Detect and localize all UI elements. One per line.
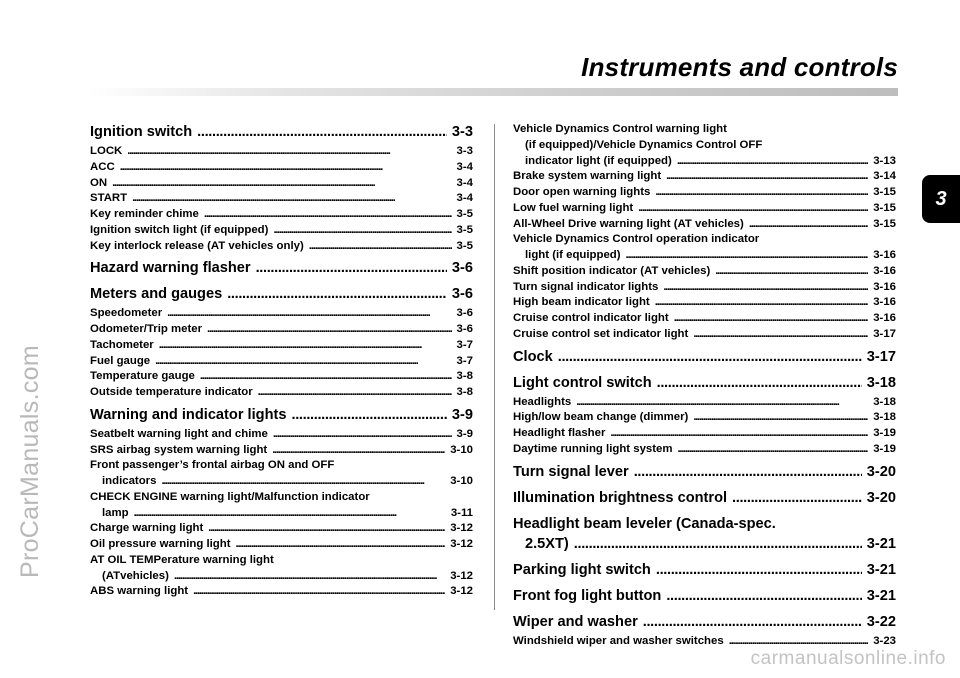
side-watermark: ProCarManuals.com — [16, 345, 44, 578]
toc-item[interactable]: START . . . 3-4 — [90, 191, 473, 207]
toc-item[interactable]: lamp . . . 3-11 — [90, 506, 473, 522]
toc-item-line[interactable]: (if equipped)/Vehicle Dynamics Control OFF — [525, 138, 763, 151]
toc-item[interactable]: Key interlock release (AT vehicles only) . . . 3-5 — [90, 239, 473, 255]
toc-item[interactable]: (ATvehicles) . . . 3-12 — [90, 569, 473, 585]
toc-section-meters[interactable]: Meters and gauges . . . 3-6 — [90, 284, 473, 304]
toc-item[interactable]: Tachometer . . . 3-7 — [90, 338, 473, 354]
toc-section-wiper[interactable]: Wiper and washer . . . 3-22 — [513, 612, 896, 632]
toc-item[interactable]: ACC . . . 3-4 — [90, 160, 473, 176]
chapter-title: Instruments and controls — [581, 52, 898, 82]
toc-section-ignition[interactable]: Ignition switch . . . 3-3 — [90, 122, 473, 142]
toc-item[interactable]: Shift position indicator (AT vehicles) . . . 3-16 — [513, 264, 896, 280]
toc-item[interactable]: Oil pressure warning light . . . 3-12 — [90, 537, 473, 553]
toc-item[interactable]: Low fuel warning light . . . 3-15 — [513, 201, 896, 217]
toc-item[interactable]: Charge warning light . . . 3-12 — [90, 521, 473, 537]
toc-section-leveler[interactable]: 2.5XT) . . . 3-21 — [513, 534, 896, 554]
toc-section-clock[interactable]: Clock . . . 3-17 — [513, 347, 896, 367]
toc-item[interactable]: Speedometer . . . 3-6 — [90, 306, 473, 322]
toc-item[interactable]: light (if equipped) . . . 3-16 — [513, 248, 896, 264]
column-divider — [494, 124, 495, 610]
toc-item[interactable]: Brake system warning light . . . 3-14 — [513, 169, 896, 185]
toc-item[interactable]: ABS warning light . . . 3-12 — [90, 584, 473, 600]
toc-right-column — [513, 122, 896, 649]
toc-item[interactable]: Door open warning lights . . . 3-15 — [513, 185, 896, 201]
toc-item[interactable]: Headlight flasher . . . 3-19 — [513, 426, 896, 442]
toc-section-leveler-line[interactable]: Headlight beam leveler (Canada-spec. — [513, 515, 776, 532]
chapter-tab[interactable] — [922, 175, 960, 223]
toc-item[interactable]: Headlights . . . 3-18 — [513, 395, 896, 411]
toc-section-light-control[interactable]: Light control switch . . . 3-18 — [513, 373, 896, 393]
footer-watermark: carmanualsonline.info — [750, 648, 946, 669]
toc-item-line[interactable]: Vehicle Dynamics Control operation indicator — [513, 233, 760, 246]
toc-item[interactable]: LOCK . . . 3-3 — [90, 144, 473, 160]
toc-item-line[interactable]: CHECK ENGINE warning light/Malfunction indicator — [90, 490, 370, 503]
header-rule — [88, 88, 898, 96]
toc-section-fog[interactable]: Front fog light button . . . 3-21 — [513, 586, 896, 606]
toc-item-line[interactable]: Front passenger’s frontal airbag ON and OFF — [90, 459, 335, 472]
toc-left-column — [90, 122, 473, 600]
toc-item[interactable]: Daytime running light system . . . 3-19 — [513, 442, 896, 458]
toc-item[interactable]: Cruise control set indicator light . . . 3-17 — [513, 327, 896, 343]
toc-item[interactable]: High/low beam change (dimmer) . . . 3-18 — [513, 410, 896, 426]
toc-item[interactable]: SRS airbag system warning light . . . 3-10 — [90, 443, 473, 459]
toc-item-line[interactable]: AT OIL TEMPerature warning light — [90, 553, 274, 566]
toc-item[interactable]: Key reminder chime . . . 3-5 — [90, 207, 473, 223]
toc-item[interactable]: ON . . . 3-4 — [90, 176, 473, 192]
toc-item[interactable]: Ignition switch light (if equipped) . . . 3-5 — [90, 223, 473, 239]
toc-item[interactable]: Cruise control indicator light . . . 3-16 — [513, 311, 896, 327]
toc-section-hazard[interactable]: Hazard warning flasher . . . 3-6 — [90, 258, 473, 278]
chapter-tab-number: 3 — [935, 187, 947, 210]
toc-item[interactable]: Outside temperature indicator . . . 3-8 — [90, 385, 473, 401]
toc-item[interactable]: indicators . . . 3-10 — [90, 474, 473, 490]
toc-item[interactable]: indicator light (if equipped) . . . 3-13 — [513, 154, 896, 170]
toc-section-illumination[interactable]: Illumination brightness control . . . 3-20 — [513, 488, 896, 508]
toc-item[interactable]: Seatbelt warning light and chime . . . 3-9 — [90, 427, 473, 443]
toc-item[interactable]: High beam indicator light . . . 3-16 — [513, 295, 896, 311]
toc-section-parking[interactable]: Parking light switch . . . 3-21 — [513, 560, 896, 580]
toc-item[interactable]: Temperature gauge . . . 3-8 — [90, 369, 473, 385]
toc-item[interactable]: All-Wheel Drive warning light (AT vehicles) . . . 3-15 — [513, 217, 896, 233]
toc-item[interactable]: Windshield wiper and washer switches . . . 3-23 — [513, 634, 896, 650]
toc-item[interactable]: Odometer/Trip meter . . . 3-6 — [90, 322, 473, 338]
toc-item-line[interactable]: Vehicle Dynamics Control warning light — [513, 123, 727, 135]
toc-section-warning[interactable]: Warning and indicator lights . . . 3-9 — [90, 405, 473, 425]
toc-item[interactable]: Turn signal indicator lights . . . 3-16 — [513, 280, 896, 296]
toc-section-turn-signal[interactable]: Turn signal lever . . . 3-20 — [513, 462, 896, 482]
toc-item[interactable]: Fuel gauge . . . 3-7 — [90, 354, 473, 370]
